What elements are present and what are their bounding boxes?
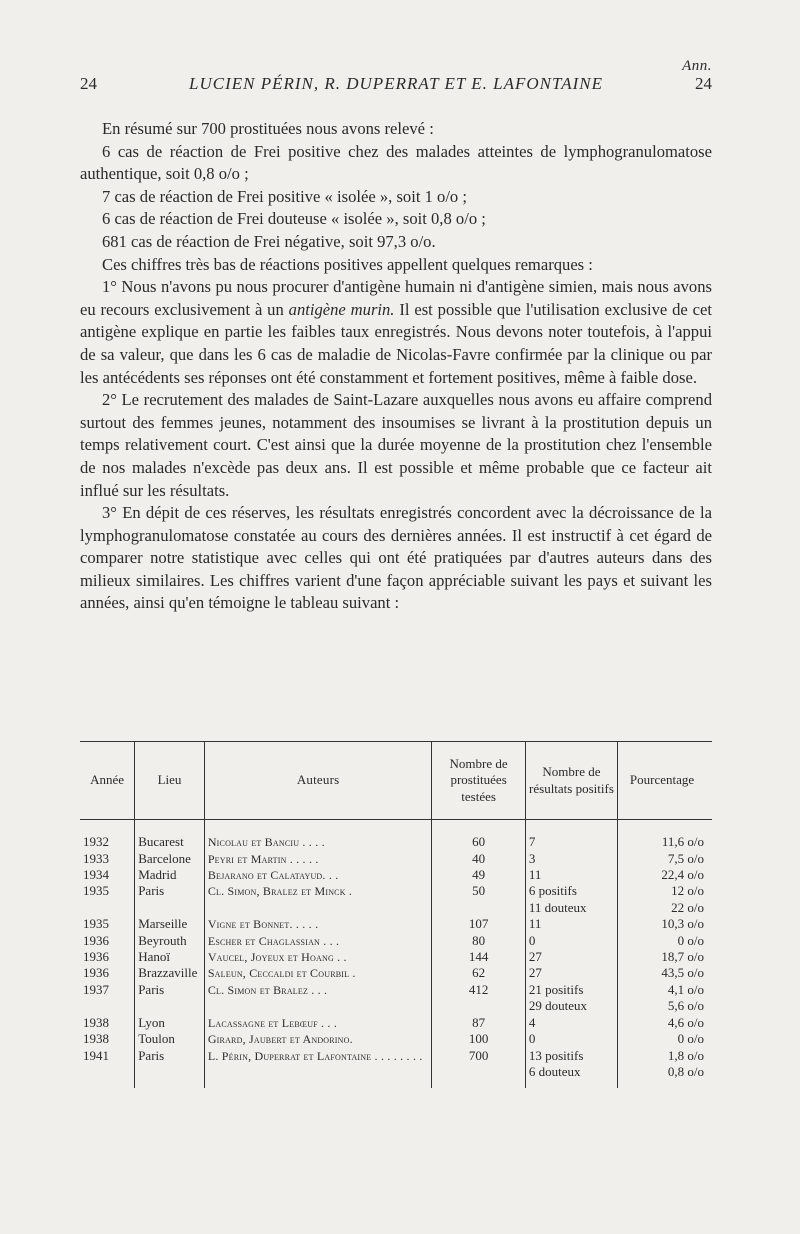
cell-annee: 1935 [80, 916, 135, 932]
body-text [80, 118, 712, 615]
cell-nombre: 144 [432, 949, 525, 965]
cell-lieu: Marseille [135, 916, 205, 932]
text-run: 1° Nous n'avons pu nous procurer d'antigène humain ni d'antigène simien, mais nous avons eu recours exclusivement à un [80, 277, 712, 319]
resultat-value: 29 douteux [528, 998, 587, 1014]
cell-annee: 1938 [80, 1015, 135, 1031]
resultat-value: 27 [528, 965, 542, 981]
cell-pourcentage [618, 933, 712, 949]
resultat-value: 21 positifs [528, 981, 584, 997]
cell-resultats [525, 1048, 617, 1089]
cell-lieu: Toulon [135, 1031, 205, 1047]
cell-nombre: 87 [432, 1015, 525, 1031]
table-row [80, 982, 712, 1015]
paragraph: En résumé sur 700 prostituées nous avons relevé : [102, 119, 434, 138]
resultat-value: 27 [528, 949, 542, 965]
cell-nombre: 700 [432, 1048, 525, 1089]
pourcentage-value: 10,3 o/o [661, 916, 704, 932]
emphasis-text: antigène murin. [288, 299, 395, 319]
cell-pourcentage [618, 883, 712, 916]
cell-auteurs: Cl. Simon et Bralez . . . [204, 982, 432, 1015]
table-row [80, 916, 712, 932]
resultat-value: 3 [528, 850, 536, 866]
paragraph: 2° Le recrutement des malades de Saint-Lazare auxquelles nous avons eu affaire comprend surtout des femmes jeunes, notamment des insoumises se livrant à la prostitution depuis un temps relativement court. C'est ainsi que la durée moyenne de la prostitution chez l'ensemble de nos malades n'excède pas deux ans. Il est possible et même probable que ce facteur ait influé sur les résultats. [80, 390, 712, 500]
cell-annee: 1936 [80, 965, 135, 981]
cell-resultats [525, 820, 617, 851]
cell-resultats [525, 883, 617, 916]
pourcentage-value: 7,5 o/o [667, 850, 704, 866]
resultat-value: 7 [528, 834, 536, 850]
cell-nombre: 49 [432, 867, 525, 883]
cell-auteurs: L. Périn, Duperrat et Lafontaine . . . . . . . . [204, 1048, 432, 1089]
header-pourcentage: Pourcentage [618, 742, 712, 820]
cell-nombre: 100 [432, 1031, 525, 1047]
resultat-value: 11 [528, 916, 542, 932]
cell-auteurs: Vaucel, Joyeux et Hoang . . [204, 949, 432, 965]
cell-nombre: 50 [432, 883, 525, 916]
statistics-table [80, 741, 712, 1088]
cell-lieu: Paris [135, 1048, 205, 1089]
cell-lieu: Barcelone [135, 851, 205, 867]
cell-pourcentage [618, 916, 712, 932]
cell-nombre: 62 [432, 965, 525, 981]
table-row [80, 1015, 712, 1031]
pourcentage-value: 0 o/o [677, 1031, 704, 1047]
cell-annee: 1937 [80, 982, 135, 1015]
paragraph [80, 276, 712, 389]
cell-resultats [525, 916, 617, 932]
cell-auteurs: Girard, Jaubert et Andorino. [204, 1031, 432, 1047]
cell-nombre: 80 [432, 933, 525, 949]
pourcentage-value: 1,8 o/o [667, 1047, 704, 1063]
cell-resultats [525, 965, 617, 981]
cell-resultats [525, 982, 617, 1015]
pourcentage-value: 12 o/o [671, 883, 704, 899]
pourcentage-value: 22,4 o/o [661, 867, 704, 883]
cell-lieu: Bucarest [135, 820, 205, 851]
table-row [80, 820, 712, 851]
cell-auteurs: Escher et Chaglassian . . . [204, 933, 432, 949]
header-auteurs: Auteurs [204, 742, 432, 820]
cell-nombre: 60 [432, 820, 525, 851]
cell-annee: 1932 [80, 820, 135, 851]
table-row [80, 1031, 712, 1047]
table-row [80, 867, 712, 883]
corner-annotation: Ann. [682, 58, 712, 74]
pourcentage-value: 22 o/o [671, 899, 704, 915]
cell-lieu: Paris [135, 982, 205, 1015]
cell-annee: 1935 [80, 883, 135, 916]
cell-resultats [525, 851, 617, 867]
cell-auteurs: Cl. Simon, Bralez et Minck . [204, 883, 432, 916]
pourcentage-value: 5,6 o/o [667, 998, 704, 1014]
page-number-left: 24 [80, 74, 97, 93]
paragraph: 681 cas de réaction de Frei négative, soit 97,3 o/o. [102, 231, 436, 251]
pourcentage-value: 0,8 o/o [667, 1063, 704, 1079]
pourcentage-value: 43,5 o/o [661, 965, 704, 981]
cell-pourcentage [618, 982, 712, 1015]
paragraph: 6 cas de réaction de Frei positive chez des malades atteintes de lymphogranulomatose authentique, soit 0,8 o/o ; [80, 141, 712, 184]
cell-lieu: Brazzaville [135, 965, 205, 981]
header-lieu: Lieu [135, 742, 205, 820]
cell-auteurs: Lacassagne et Lebœuf . . . [204, 1015, 432, 1031]
cell-lieu: Lyon [135, 1015, 205, 1031]
cell-pourcentage [618, 867, 712, 883]
cell-nombre: 40 [432, 851, 525, 867]
table-row [80, 883, 712, 916]
cell-nombre: 412 [432, 982, 525, 1015]
cell-pourcentage [618, 820, 712, 851]
cell-lieu: Paris [135, 883, 205, 916]
table-row [80, 933, 712, 949]
pourcentage-value: 18,7 o/o [661, 949, 704, 965]
header-annee: Année [80, 742, 135, 820]
cell-nombre: 107 [432, 916, 525, 932]
cell-resultats [525, 933, 617, 949]
cell-pourcentage [618, 1015, 712, 1031]
resultat-value: 11 [528, 867, 542, 883]
cell-auteurs: Bejarano et Calatayud. . . [204, 867, 432, 883]
cell-pourcentage [618, 851, 712, 867]
cell-annee: 1938 [80, 1031, 135, 1047]
text-run: Il est possible que l'utilisation exclusive de cet antigène explique en partie les faibles taux enregistrés. Nous devons noter toutefois, à l'appui de sa valeur, que dans les 6 cas de maladie de Nicolas-Favre confirmée par la clinique ou par les antécédents ses réponses ont été constamment et fortement positives, même à faible dose. [80, 299, 712, 387]
cell-pourcentage [618, 949, 712, 965]
cell-annee: 1936 [80, 933, 135, 949]
cell-auteurs: Vigne et Bonnet. . . . . [204, 916, 432, 932]
table-header-row [80, 742, 712, 820]
running-header [80, 74, 712, 94]
header-nombre-resultats: Nombre de résultats positifs [525, 742, 617, 820]
paragraph: 3° En dépit de ces réserves, les résultats enregistrés concordent avec la décroissance de la lymphogranulomatose constatée au cours des dernières années. Il est instructif à cet égard de comparer notre statistique avec celles qui ont été pratiquées par d'autres auteurs dans des milieux similaires. Les chiffres varient d'une façon appréciable suivant les pays et suivant les années, ainsi qu'en témoigne le tableau suivant : [80, 503, 712, 613]
resultat-value: 6 douteux [528, 1063, 581, 1079]
resultat-value: 4 [528, 1014, 536, 1030]
paragraph: Ces chiffres très bas de réactions positives appellent quelques remarques : [102, 254, 593, 274]
table-row [80, 1048, 712, 1089]
cell-auteurs: Peyri et Martin . . . . . [204, 851, 432, 867]
table-row [80, 949, 712, 965]
cell-lieu: Madrid [135, 867, 205, 883]
pourcentage-value: 11,6 o/o [661, 834, 704, 850]
table-row [80, 965, 712, 981]
cell-lieu: Hanoï [135, 949, 205, 965]
table-row [80, 851, 712, 867]
pourcentage-value: 0 o/o [677, 932, 704, 948]
cell-pourcentage [618, 1031, 712, 1047]
resultat-value: 0 [528, 932, 536, 948]
cell-auteurs: Nicolau et Banciu . . . . [204, 820, 432, 851]
cell-annee: 1941 [80, 1048, 135, 1089]
resultat-value: 13 positifs [528, 1047, 584, 1063]
page-number-right: 24 [695, 74, 712, 93]
resultat-value: 11 douteux [528, 899, 587, 915]
cell-auteurs: Saleun, Ceccaldi et Courbil . [204, 965, 432, 981]
paragraph: 7 cas de réaction de Frei positive « isolée », soit 1 o/o ; [102, 186, 467, 206]
cell-resultats [525, 949, 617, 965]
cell-annee: 1933 [80, 851, 135, 867]
cell-resultats [525, 1015, 617, 1031]
cell-annee: 1934 [80, 867, 135, 883]
paragraph: 6 cas de réaction de Frei douteuse « isolée », soit 0,8 o/o ; [102, 209, 486, 229]
cell-annee: 1936 [80, 949, 135, 965]
cell-lieu: Beyrouth [135, 933, 205, 949]
resultat-value: 0 [528, 1031, 536, 1047]
resultat-value: 6 positifs [528, 883, 577, 899]
pourcentage-value: 4,1 o/o [667, 981, 704, 997]
pourcentage-value: 4,6 o/o [667, 1014, 704, 1030]
cell-pourcentage [618, 965, 712, 981]
cell-resultats [525, 1031, 617, 1047]
cell-resultats [525, 867, 617, 883]
running-title: LUCIEN PÉRIN, R. DUPERRAT ET E. LAFONTAINE [189, 74, 603, 93]
header-nombre-prostituees: Nombre de prostituées testées [432, 742, 525, 820]
cell-pourcentage [618, 1048, 712, 1089]
